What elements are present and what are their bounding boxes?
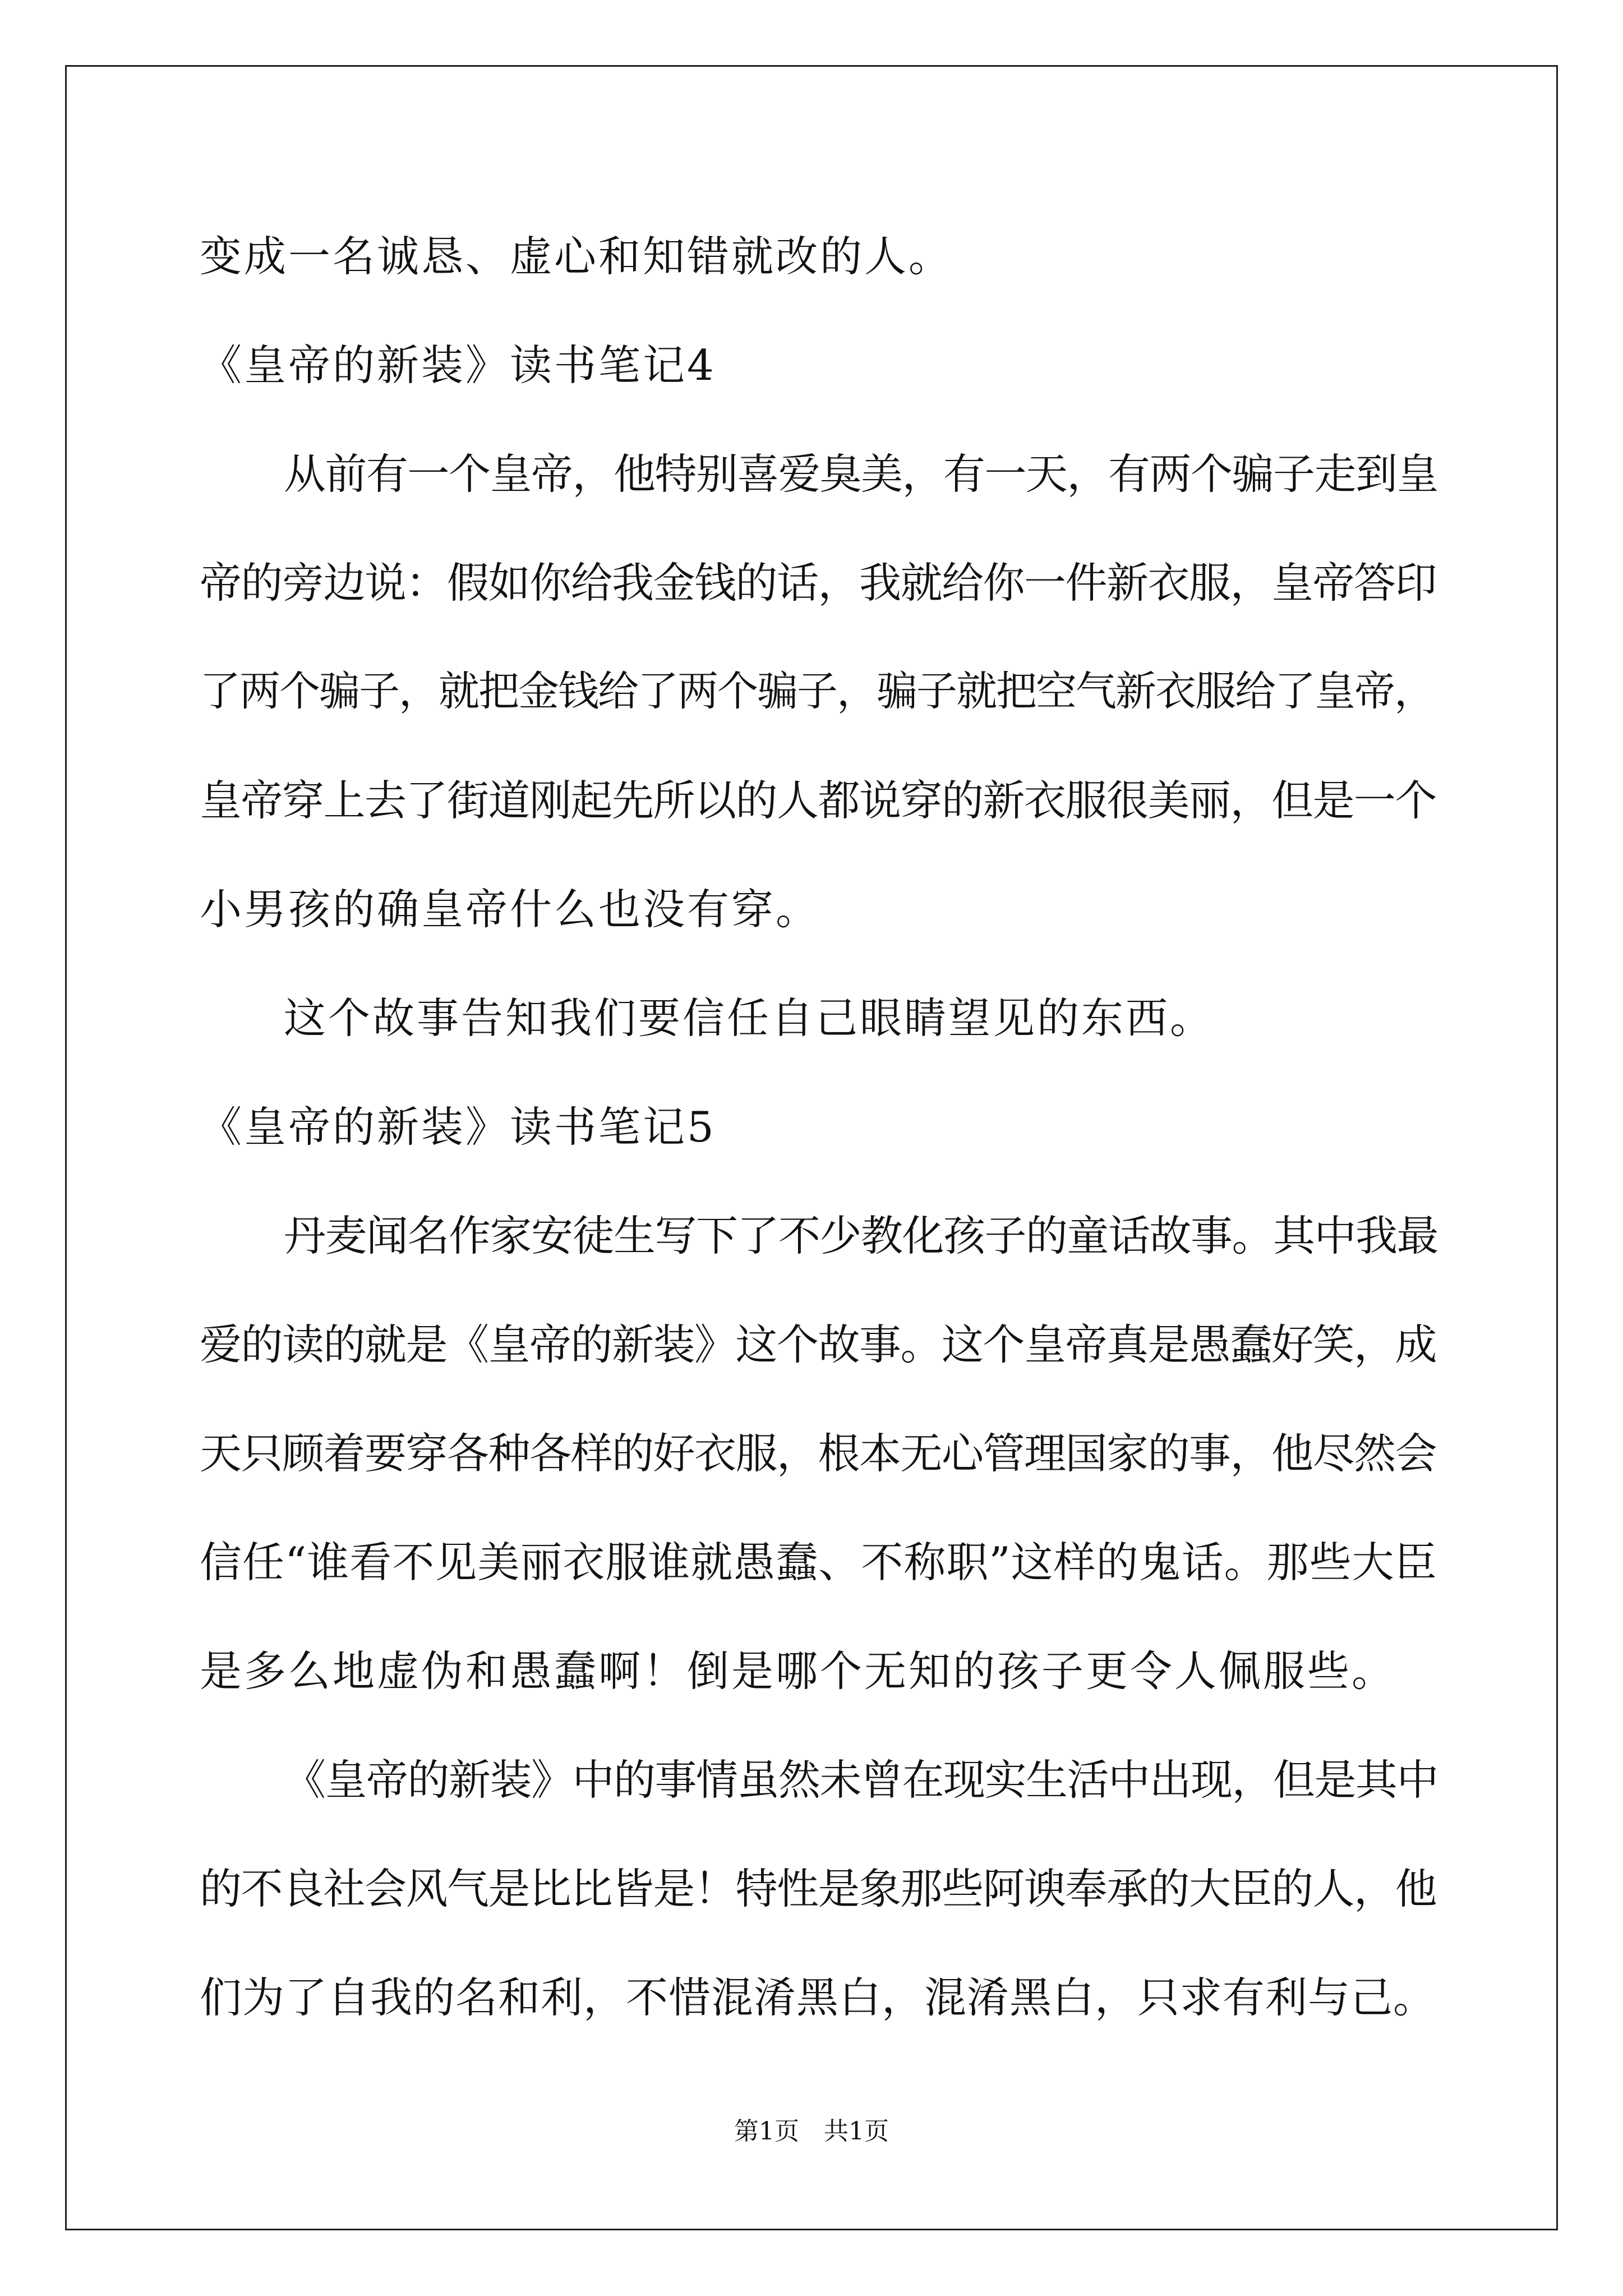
text-line: 皇帝穿上去了街道刚起先所以的人都说穿的新衣服很美丽，但是一个 xyxy=(200,776,1437,825)
text-line: 是多么地虚伪和愚蠢啊！倒是哪个无知的孩子更令人佩服些。 xyxy=(200,1646,1396,1696)
heading-line: 《皇帝的新装》读书笔记5 xyxy=(200,1102,716,1152)
paragraph xyxy=(200,202,1439,311)
text-line: 爱的读的就是《皇帝的新装》这个故事。这个皇帝真是愚蠢好笑，成 xyxy=(200,1320,1437,1369)
text-line: 丹麦闻名作家安徒生写下了不少教化孩子的童话故事。其中我最 xyxy=(284,1211,1438,1260)
text-line: 的不良社会风气是比比皆是！特性是象那些阿谀奉承的大臣的人，他 xyxy=(200,1864,1437,1913)
paragraph xyxy=(200,1726,1439,2052)
text-line: 了两个骗子，就把金钱给了两个骗子，骗子就把空气新衣服给了皇帝， xyxy=(200,668,1434,715)
text-line: 变成一名诚恳、虚心和知错就改的人。 xyxy=(200,232,953,281)
text-line: 天只顾着要穿各种各样的好衣服，根本无心管理国家的事，他尽然会 xyxy=(200,1429,1437,1478)
page-footer xyxy=(0,2115,1623,2148)
text-line: 从前有一个皇帝，他特别喜爱臭美，有一天，有两个骗子走到皇 xyxy=(284,449,1438,499)
heading-line: 《皇帝的新装》读书笔记4 xyxy=(200,341,716,390)
text-line: 们为了自我的名和利，不惜混淆黑白，混淆黑白，只求有利与己。 xyxy=(200,1973,1436,2022)
text-line: 《皇帝的新装》中的事情虽然未曾在现实生活中出现，但是其中 xyxy=(284,1755,1438,1805)
section-heading xyxy=(200,311,1439,420)
document-body xyxy=(200,202,1439,2052)
paragraph xyxy=(200,964,1439,1073)
page-number-label: 第1页 共1页 xyxy=(734,2117,889,2146)
text-line: 信任“谁看不见美丽衣服谁就愚蠢、不称职”这样的鬼话。那些大臣 xyxy=(200,1538,1437,1587)
text-line: 小男孩的确皇帝什么也没有穿。 xyxy=(200,885,820,934)
text-line: 帝的旁边说：假如你给我金钱的话，我就给你一件新衣服，皇帝答印 xyxy=(200,558,1437,608)
paragraph xyxy=(200,1181,1439,1726)
text-line: 这个故事告知我们要信任自己眼睛望见的东西。 xyxy=(284,993,1215,1043)
section-heading xyxy=(200,1073,1439,1181)
paragraph xyxy=(200,420,1439,964)
